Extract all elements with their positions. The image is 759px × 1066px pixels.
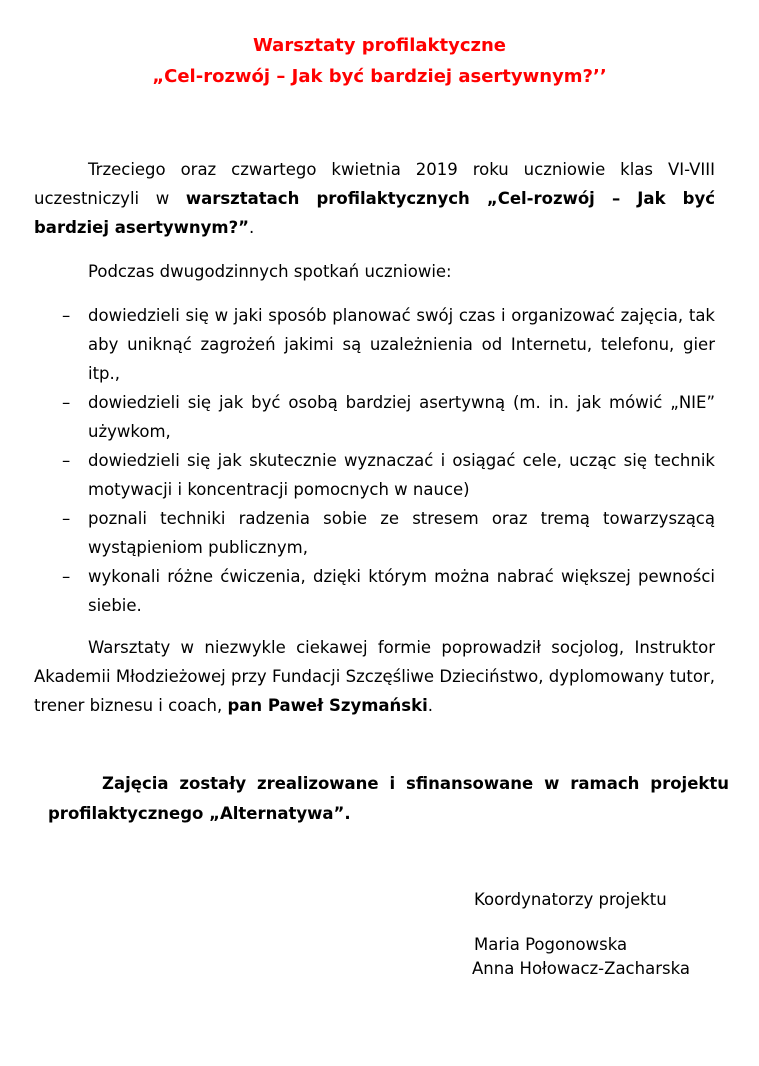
lead-paragraph: Podczas dwugodzinnych spotkań uczniowie: [88,262,452,281]
intro-paragraph [34,155,715,242]
outcomes-list [0,301,759,620]
dash-marker: – [62,451,71,470]
list-item [0,388,715,446]
instructor-text: Warsztaty w niezwykle ciekawej formie poprowadził socjolog, Instruktor Akademii Młodzieżowej przy Fundacji Szczęśliwe Dzieciństwo, dyplomowany tutor, trener biznesu i coach, [34,638,715,715]
instructor-paragraph [34,633,715,720]
list-item-text: wykonali różne ćwiczenia, dzięki którym można nabrać większej pewności siebie. [88,567,715,615]
list-item-text: dowiedzieli się w jaki sposób planować swój czas i organizować zajęcia, tak aby uniknąć zagrożeń jakimi są uzależnienia od Internetu, telefonu, gier itp., [88,306,715,383]
intro-text: Trzeciego oraz czwartego kwietnia 2019 roku uczniowie klas VI-VIII uczestniczyli w [34,160,715,208]
dash-marker: – [62,306,71,325]
instructor-name: pan Paweł Szymański [227,696,428,715]
signature-name-2: Anna Hołowacz-Zacharska [472,959,690,978]
instructor-end: . [427,696,433,715]
list-item-text: poznali techniki radzenia sobie ze stresem oraz tremą towarzyszącą wystąpieniom publicznym, [88,509,715,557]
dash-marker: – [62,393,71,412]
list-item [0,301,715,388]
funding-paragraph: Zajęcia zostały zrealizowane i sfinansowane w ramach projektu profilaktycznego „Alternatywa”. [48,774,729,823]
intro-end: . [249,218,255,237]
list-item [0,562,715,620]
list-item-text: dowiedzieli się jak być osobą bardziej asertywną (m. in. jak mówić „NIE” używkom, [88,393,715,441]
signature-heading: Koordynatorzy projektu [474,890,667,909]
workshop-name: warsztatach profilaktycznych „Cel-rozwój – Jak być bardziej asertywnym?” [34,189,715,237]
list-item [0,446,715,504]
signature-name-1: Maria Pogonowska [474,935,628,954]
dash-marker: – [62,509,71,528]
title-line-1: Warsztaty profilaktyczne [252,35,507,56]
dash-marker: – [62,567,71,586]
list-item-text: dowiedzieli się jak skutecznie wyznaczać i osiągać cele, ucząc się technik motywacji i koncentracji pomocnych w nauce) [88,451,715,499]
list-item [0,504,715,562]
title-line-2: „Cel-rozwój – Jak być bardziej asertywnym?’’ [152,66,607,87]
